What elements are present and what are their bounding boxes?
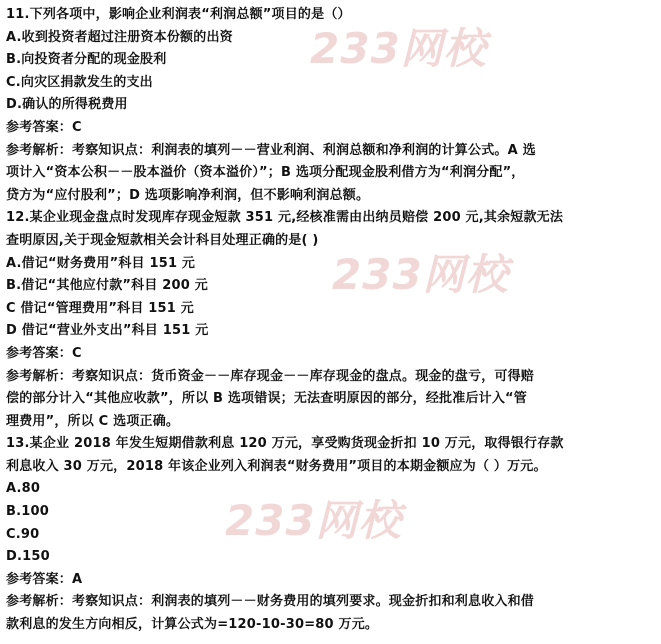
question-11-explanation-line: 贷方为“应付股利”；D 选项影响净利润，但不影响利润总额。 (6, 187, 370, 203)
question-12-answer: 参考答案：C (6, 345, 82, 361)
question-13-stem: 利息收入 30 万元，2018 年该企业列入利润表“财务费用”项目的本期金额应为（ ）万元。 (6, 458, 547, 474)
question-13-option-a: A.80 (6, 481, 41, 497)
question-11-option-a: A.收到投资者超过注册资本份额的出资 (6, 29, 233, 45)
question-11-option-d: D.确认的所得税费用 (6, 97, 128, 113)
question-12-explanation-line: 偿的部分计入“其他应收款”，所以 B 选项错误；无法查明原因的部分，经批准后计入“管 (6, 391, 527, 407)
question-content (6, 4, 656, 637)
question-12-explanation-line: 理费用”，所以 C 选项正确。 (6, 413, 180, 429)
question-13-option-d: D.150 (6, 549, 50, 565)
question-12-explanation-line: 参考解析：考察知识点：货币资金－－库存现金－－库存现金的盘点。现金的盘亏，可得赔 (6, 368, 535, 384)
question-11-explanation-line: 参考解析：考察知识点：利润表的填列－－营业利润、利润总额和净利润的计算公式。A 选 (6, 142, 536, 158)
question-13-explanation-line: 参考解析：考察知识点：利润表的填列－－财务费用的填列要求。现金折扣和利息收入和借 (6, 594, 535, 610)
question-13-stem: 13.某企业 2018 年发生短期借款利息 120 万元，享受购货现金折扣 10 万元，取得银行存款 (6, 436, 564, 452)
question-11-option-b: B.向投资者分配的现金股利 (6, 52, 167, 68)
question-11-option-c: C.向灾区捐款发生的支出 (6, 74, 153, 90)
question-13-explanation-line: 款利息的发生方向相反，计算公式为=120-10-30=80 万元。 (6, 617, 379, 633)
question-11-stem: 11.下列各项中，影响企业利润表“利润总额”项目的是（） (6, 7, 351, 22)
question-13-option-b: B.100 (6, 504, 49, 520)
question-12-stem: 12.某企业现金盘点时发现库存现金短款 351 元,经核准需由出纳员赔偿 200 元,其余短款无法 (6, 210, 564, 226)
question-12-stem: 查明原因,关于现金短款相关会计科目处理正确的是( ) (6, 232, 319, 248)
watermark-logo: 233网校 (310, 24, 487, 73)
question-12-option-c: C 借记“管理费用”科目 151 元 (6, 300, 194, 316)
question-11-explanation-line: 项计入“资本公积－－股本溢价（资本溢价）”；B 选项分配现金股利借方为“利润分配”， (6, 165, 525, 181)
watermark-logo: 233网校 (332, 250, 509, 299)
question-12-option-d: D 借记“营业外支出”科目 151 元 (6, 323, 209, 339)
question-11-answer: 参考答案：C (6, 119, 82, 135)
question-13-answer: 参考答案：A (6, 571, 83, 587)
question-13-option-c: C.90 (6, 526, 40, 542)
question-12-option-b: B.借记“其他应付款”科目 200 元 (6, 278, 208, 294)
question-12-option-a: A.借记“财务费用”科目 151 元 (6, 255, 196, 271)
watermark-logo: 233网校 (225, 496, 402, 545)
